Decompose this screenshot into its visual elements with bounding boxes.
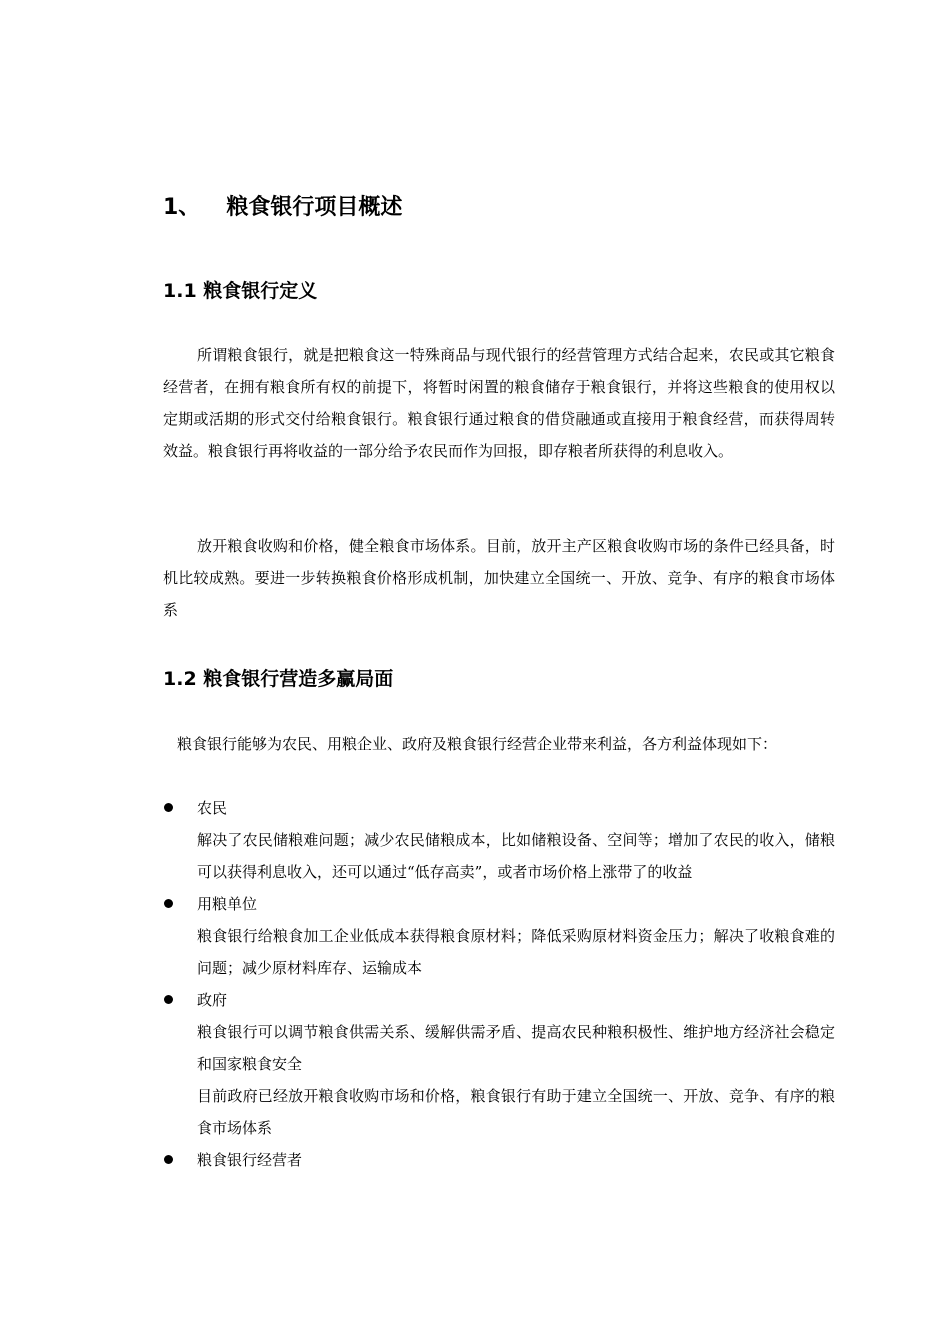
list-item-body: 解决了农民储粮难问题；减少农民储粮成本，比如储粮设备、空间等；增加了农民的收入，储粮可以获得利息收入，还可以通过“低存高卖”，或者市场价格上涨带了的收益 — [197, 831, 835, 881]
list-item — [163, 792, 835, 888]
section-1-1-heading: 1.1 粮食银行定义 — [163, 280, 318, 302]
section-1-2-heading: 1.2 粮食银行营造多赢局面 — [163, 668, 394, 690]
benefits-list — [163, 792, 835, 1176]
bullet-icon — [164, 899, 173, 908]
list-item — [163, 984, 835, 1144]
bullet-icon — [164, 803, 173, 812]
benefits-intro: 粮食银行能够为农民、用粮企业、政府及粮食银行经营企业带来利益，各方利益体现如下： — [177, 735, 778, 753]
bullet-icon — [164, 1155, 173, 1164]
list-item-label: 农民 — [197, 799, 228, 817]
list-item-body: 目前政府已经放开粮食收购市场和价格，粮食银行有助于建立全国统一、开放、竞争、有序的粮食市场体系 — [197, 1087, 835, 1137]
section-1-heading — [163, 190, 402, 221]
definition-paragraph: 所谓粮食银行，就是把粮食这一特殊商品与现代银行的经营管理方式结合起来，农民或其它粮食经营者，在拥有粮食所有权的前提下，将暂时闲置的粮食储存于粮食银行，并将这些粮食的使用权以定期或活期的形式交付给粮食银行。粮食银行通过粮食的借贷融通或直接用于粮食经营，而获得周转效益。粮食银行再将收益的一部分给予农民而作为回报，即存粮者所获得的利息收入。 — [163, 346, 835, 460]
list-item-label: 粮食银行经营者 — [197, 1151, 303, 1169]
list-item — [163, 1144, 835, 1176]
section-1-number: 1、 — [163, 195, 201, 220]
section-1-title: 粮食银行项目概述 — [226, 195, 403, 220]
bullet-icon — [164, 995, 173, 1004]
list-item — [163, 888, 835, 984]
list-item-label: 政府 — [197, 991, 228, 1009]
list-item-body: 粮食银行可以调节粮食供需关系、缓解供需矛盾、提高农民种粮积极性、维护地方经济社会稳定和国家粮食安全 — [197, 1023, 835, 1073]
market-paragraph: 放开粮食收购和价格，健全粮食市场体系。目前，放开主产区粮食收购市场的条件已经具备，时机比较成熟。要进一步转换粮食价格形成机制，加快建立全国统一、开放、竞争、有序的粮食市场体系 — [163, 537, 835, 619]
list-item-label: 用粮单位 — [197, 895, 258, 913]
list-item-body: 粮食银行给粮食加工企业低成本获得粮食原材料；降低采购原材料资金压力；解决了收粮食难的问题；减少原材料库存、运输成本 — [197, 927, 835, 977]
